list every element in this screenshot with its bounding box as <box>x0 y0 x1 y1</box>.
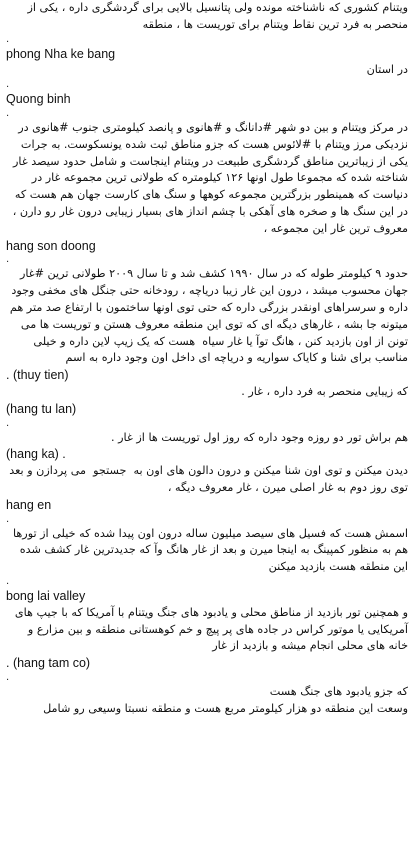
place-name-line: (hang tu lan) <box>6 401 77 416</box>
paragraph-text: در مرکز ویتنام و بین دو شهر #دانانگ و #هانوی و پانصد کیلومتری جنوب #هانوی در نزدیکی مرز ویتنام با #لائوس هست که جزو مناطق ثبت شده یونسکوست. به جرات یکی از زیباترین مناطق گردشگری طبیعت در ویتنام اینجاست و شامل حدود سیصد غار شناخته شده که مجموعا طول اونها ۱۲۶ کیلومتره که طولانی ترین مجموعه غار در دنیاست که همینطور بزرگترین مجموعه کوهها و سنگ های کارست جهان هم هست که در این سنگ ها و صخره های آهکی با چشم انداز های بسیار زیبایی درون غار رو دارن ، معروف ترین غار این مجموعه ، <box>9 120 408 235</box>
separator-dot: . <box>6 513 10 525</box>
paragraph-text: وسعت این منطقه دو هزار کیلومتر مربع هست و منطقه نسبتا وسیعی رو شامل <box>43 701 408 715</box>
paragraph-text: ویتنام کشوری که ناشناخته مونده ولی پتانسیل بالایی برای گردشگری داره ، یکی از منحصر به فرد ترین نقاط ویتنام برای توریست ها ، منطقه <box>23 1 408 31</box>
paragraph-text: دیدن میکنن و توی اون شنا میکنن و درون دالون های اون به جستجو می پردازن و بعد توی روز دوم به غار اصلی میرن ، غار معروف دیگه ، <box>5 464 408 494</box>
separator-dot: . <box>6 254 10 266</box>
separator-dot: . <box>6 107 10 119</box>
place-name-line: Quong binh <box>6 92 71 107</box>
place-name-line: hang en <box>6 497 52 512</box>
place-name-line: . (thuy tien) <box>6 368 69 383</box>
paragraph-text: که جزو یادبود های جنگ هست <box>269 684 408 698</box>
place-name-line: phong Nha ke bang <box>6 46 116 61</box>
separator-dot: . <box>6 575 10 587</box>
paragraph-text: که زیبایی منحصر به فرد داره ، غار . <box>241 384 408 398</box>
paragraph-text: در استان <box>366 63 408 77</box>
separator-dot: . <box>6 79 10 91</box>
paragraph-text: اسمش هست که فسیل های سیصد میلیون ساله درون اون پیدا شده که خیلی از تورها هم به منظور کمپینگ به اینجا میرن و بعد از غار هانگ وآ که جدیدترین غار کشف شده این منطقه هست بازدید میکنن <box>9 526 408 574</box>
separator-dot: . <box>6 417 10 429</box>
place-name-line: hang son doong <box>6 238 96 253</box>
separator-dot: . <box>6 671 10 683</box>
paragraph-text: و همچنین تور بازدید از مناطق محلی و یادبود های جنگ ویتنام با آمریکا که با جیپ های آمریکایی یا موتور کراس در جاده های پر پیچ و خم کوهستانی منطقه و بین مزارع و خانه های محلی انجام میشه و بازدید از غار <box>11 605 408 653</box>
paragraph-text: حدود ۹ کیلومتر طوله که در سال ۱۹۹۰ کشف شد و تا سال ۲۰۰۹ طولانی ترین #غار جهان محسوب میشد ، درون این غار زیبا دریاچه ، رودخانه حتی جنگل های مخفی وجود داره و سرسراهای اونقدر بزرگی داره که حتی توی اونها ساختمون با ارتفاع صد متر هم میتونه جا بشه ، غارهای دیگه ای که توی این منطقه معروف هستن و توریست ها می تونن از اون بازدید کنن ، هانگ توآ یا غار سیاه هست که یک زیپ لاین داره و خیلی مناسب برای شنا و کایاک سواریه و دریاچه ای داخل اون وجود داره به اسم <box>6 267 408 365</box>
place-name-line: . (hang tam co) <box>6 656 91 671</box>
separator-dot: . <box>6 33 10 45</box>
paragraph-text: هم براش تور دو روزه وجود داره که روز اول توریست ها از غار . <box>111 430 408 444</box>
place-name-line: bong lai valley <box>6 588 86 603</box>
place-name-line: (hang ka) . <box>6 447 66 462</box>
